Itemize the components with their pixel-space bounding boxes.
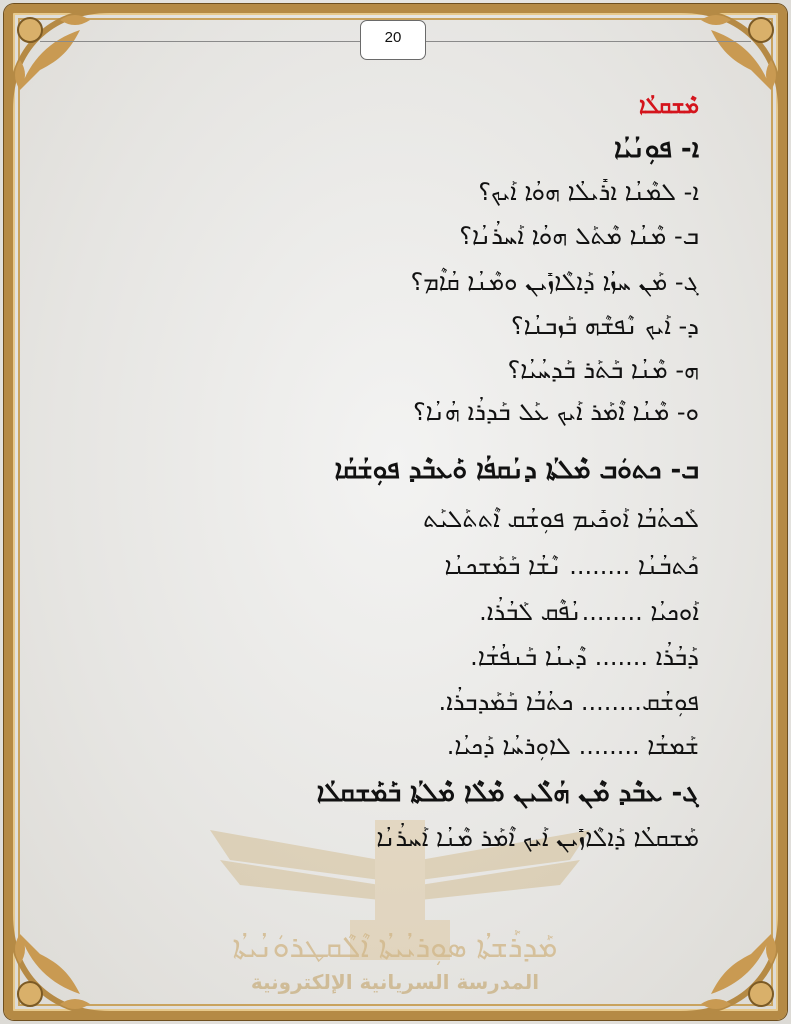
fill-in-row: ܟܰܬܒܳܢܳܐ ........ ܢܶܫܳܐ ܒܰܡܰܫܟܢܳܐ (444, 552, 699, 580)
list-item: ܗ- ܡܶܢܳܐ ܒܰܬܰܪ ܒܰܕܚܳܝܳܐ؟ (507, 356, 699, 384)
section-header: ܒ- ܟܬܘܿܒ ܡܶܠܬܳܐ ܕܢܳܩܦܳܐ ܘܰܥܒܶܕ ܦܘܼܫܳܩܳܐ (334, 455, 699, 485)
sentence-prompt: ܡܰܫܩܠܳܐ ܕܰܐܠܶܐܙܺܝܢ ܐܰܝܟ ܐܶܡܰܪ ܡܶܢܳܐ ܐܰܚܪܳܢܳܐ (376, 824, 699, 852)
fill-in-row: ܫܰܡܫܳܐ ........ ܠܐܘܼܪܚܳܐ ܕܰܟܝܳܐ. (446, 732, 699, 760)
section-header: ܐ- ܦܘܼܢܳܝܳܐ (614, 134, 699, 164)
watermark-arabic: المدرسة السريانية الإلكترونية (250, 970, 540, 994)
list-item: ܐ- ܠܡܶܢܳܐ ܐܪܺܝܠܳܐ ܗܘܳܐ ܐܰܝܟ؟ (478, 178, 699, 206)
fill-in-row: ܦܘܼܫܳܩ........ ܟܬܳܒܳܐ ܒܰܡܰܕܒܪܳܐ. (438, 688, 699, 716)
list-item: ܒ- ܡܶܢܳܐ ܡܶܬܰܠ ܗܘܳܐ ܐܰܚܪܳܢܳܐ؟ (459, 222, 699, 250)
fill-in-row: ܐܰܘܟܝܳܐ ........ܢܳܦܶܩ ܠܰܒܳܪܳܐ. (479, 598, 699, 626)
ornament-corner-icon (671, 904, 791, 1024)
page-title: ܡܶܫܩܠܳܐ (638, 94, 699, 119)
fill-in-row: ܕܰܒܳܪܳܐ ....... ܕܶܝܢܳܐ ܒܰܢܦܳܫܳܐ. (470, 643, 699, 671)
word-bank: ܠܰܟܬܳܒܳܐ ܐܰܘܟܺܝܡ ܦܘܼܫܳܩ ܐܶܬܬܰܠܝܰܬ (423, 505, 699, 533)
list-item: ܘ- ܡܶܢܳܐ ܐܶܡܰܪ ܐܰܝܟ ܥܰܠ ܒܰܕܪܳܐ ܗܳܢܳܐ؟ (412, 398, 699, 426)
section-header: ܓ- ܥܒܶܕ ܡܶܢ ܗܳܠܶܝܢ ܡܶܠܶܐ ܡܶܠܬܳܐ ܒܰܡܰܫܩܠܳܐ (316, 778, 699, 808)
page-number: 20 (360, 20, 426, 60)
list-item: ܕ- ܐܰܝܟ ܢܶܦܫܶܗ ܒܰܙܒܢܳܐ؟ (510, 312, 699, 340)
ornament-corner-icon (0, 904, 120, 1024)
ornament-corner-icon (0, 0, 120, 120)
list-item: ܓ- ܡܰܢ ܚܙܳܐ ܕܰܐܠܶܐܙܺܝܢ ܘܡܶܢܳܐ ܩܳܐܶܡ؟ (410, 268, 699, 296)
watermark-syriac: ܡܰܕܪܰܫܬܳܐ ܣܘܼܪܝܳܝܬܳܐ ܐܶܠܶܩܛܪܘܿܢܳܝܬܳܐ (232, 930, 558, 965)
